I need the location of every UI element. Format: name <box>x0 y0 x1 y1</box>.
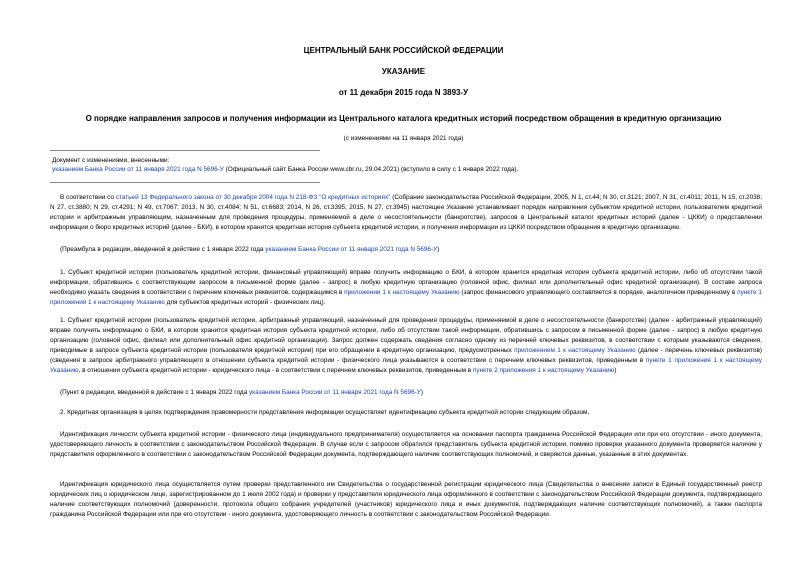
item-1-new <box>50 316 762 376</box>
item-1b-link-point-2[interactable]: пункте 2 приложения 1 к настоящему Указанию <box>472 367 615 374</box>
preamble-text-a: В соответствии со <box>60 194 116 201</box>
doc-type-heading: УКАЗАНИЕ <box>381 67 426 76</box>
date-number-heading: от 11 декабря 2015 года N 3893-У <box>338 88 469 97</box>
item-1-old <box>50 268 762 308</box>
preamble-text-b: (Собрание законодательства Российской Федерации, 2005, N 1, ст.44; N 30, ст.3121; 2007, N 31, ст.4011; 2011, N 15, ст.2038; N 27, ст.3880; N 29, ст.4291; N 49, ст.7067; 2013, N 30, ст.4084; N 51, ст.6683; 2014, N 26, ст.3395; 2015, N 27, ст.3945) настоящее Указание устанавливает порядок направления субъектом кредитной истории, пользователем кредитной истории и арбитражным управляющим, назначенным для проведения процедуры, применяемой в деле о несостоятельности (банкротстве), запросов в Центральный каталог кредитных историй (далее - ЦККИ) о представлении информации о бюро кредитных историй (далее - БКИ), в котором хранится кредитная история субъекта кредитной истории, и получения информации из ЦККИ посредством обращения в кредитную организацию. <box>50 194 763 231</box>
changes-note: (с изменениями на 11 января 2021 года) <box>343 135 464 142</box>
preamble-note <box>50 245 762 255</box>
amendments-label: Документ с изменениями, внесенными: <box>52 157 170 164</box>
preamble-paragraph <box>50 193 762 233</box>
item-1-text-a: 1. Субъект кредитной истории (пользователь кредитной истории, финансовый управляющий) вправе получить информацию о БКИ, в котором хранится кредитная история субъекта кредитной истории, либо об отсутствии такой информации, обратившись с соответствующим запросом в письменной форме (далее - запрос) в любую кредитную организацию (головной офис, филиал или дополнительный офис кредитной организации). В составе запроса необходимо указать сведения в соответствии с перечнем ключевых реквизитов, содержащимся в <box>50 269 762 296</box>
preamble-note-link[interactable]: указанием Банка России от 11 января 2021 года N 5696-У <box>265 246 438 253</box>
divider-bottom <box>50 182 320 183</box>
document-title: О порядке направления запросов и получения информации из Центрального каталога кредитных историй посредством обращения в кредитную организацию <box>85 114 722 123</box>
amendment-link[interactable]: указанием Банка России от 11 января 2021 года N 5696-У <box>52 166 224 173</box>
item-1-note-end: ) <box>420 389 423 396</box>
law-link[interactable]: статьей 13 Федерального закона от 30 декабря 2004 года N 218-ФЗ "О кредитных историях" <box>115 194 391 201</box>
item-1b-link-point-1[interactable]: пункте 1 приложения 1 к настоящему Указанию <box>50 357 762 374</box>
item-2: 2. Кредитная организация в целях подтверждения правомерности представления информации осуществляет идентификацию субъекта кредитной истории следующим образом. <box>60 409 590 416</box>
preamble-note-end: ) <box>437 246 440 253</box>
item-1-text-b: (запрос финансового управляющего составляется в порядке, аналогичном приведенному в <box>459 289 738 296</box>
item-1-link-appendix[interactable]: приложении 1 к настоящему Указанию <box>344 289 460 296</box>
item-1-note <box>50 388 762 398</box>
org-heading: ЦЕНТРАЛЬНЫЙ БАНК РОССИЙСКОЙ ФЕДЕРАЦИИ <box>303 46 504 55</box>
item-1b-text-d: ) <box>614 367 617 374</box>
item-1b-link-appendix[interactable]: приложением 1 к настоящему Указанию <box>514 347 636 354</box>
item-1-note-text: (Пункт в редакции, введенной в действие с 1 января 2022 года <box>60 389 249 396</box>
ident-legal-entity: Идентификация юридического лица осуществляется путем проверки представленного им Свидетельства о государственной регистрации юридического лица (Свидетельства о внесении записи в Единый государственный реестр юридических лиц о юридическом лице, зарегистрированном до 1 июля 2002 года) и проверки у представителя юридического лица оформленного в соответствии с законодательством Российской Федерации документа, подтверждающего наличие соответствующих полномочий (доверенности, протокола общего собрания учредителей (участников) юридического лица и иных документов, подтверждающих наличие соответствующих полномочий), а также паспорта гражданина Российской Федерации или при его отсутствии - иного документа, удостоверяющего личность в соответствии с законодательством Российской Федерации. <box>50 481 762 518</box>
amendment-details: (Официальный сайт Банка России www.cbr.ru, 29.04.2021) (вступило в силу с 1 января 2022 года). <box>223 166 519 173</box>
divider-top <box>50 150 320 151</box>
item-1b-text-b: (далее - перечень ключевых реквизитов) (сведения в запросе арбитражного управляющего в отношении субъекта кредитной истории - физического лица указываются в соответствии с перечнем ключевых реквизитов, приведенным в <box>50 347 763 364</box>
item-1-text-c: для субъектов кредитных историй - физических лиц). <box>164 299 326 306</box>
item-1-link-point[interactable]: пункте 1 приложения 1 к настоящему Указанию <box>50 289 763 306</box>
item-1-note-link[interactable]: указанием Банка России от 11 января 2021 года N 5696-У <box>248 389 421 396</box>
preamble-note-text: (Преамбула в редакции, введенной в действие с 1 января 2022 года <box>60 246 266 253</box>
item-1b-text-a: 1. Субъект кредитной истории (пользователь кредитной истории, арбитражный управляющий, назначенный для проведения процедуры, применяемой в деле о несостоятельности (банкротстве) (далее - арбитражный управляющий) вправе получить информацию о БКИ, в котором хранится кредитная история субъекта кредитной истории, либо об отсутствии такой информации, обратившись с запросом в письменной форме (далее - запрос) в любую кредитную организацию (головной офис, филиал или дополнительный офис кредитной организации). Запрос должен содержать сведения согласно одному из перечней ключевых реквизитов, в соответствии с которым указываются сведения, приводимые в запросе субъекта кредитной истории (пользователя кредитной истории) при его обращении в кредитную организацию, предусмотренных <box>50 317 762 354</box>
amendments-line <box>52 166 792 173</box>
item-1b-text-c: , в отношении субъекта кредитной истории - юридического лица - в соответствии с перечнем ключевых реквизитов, приведенным в <box>78 367 473 374</box>
ident-physical-person: Идентификация личности субъекта кредитной истории - физического лица (индивидуального предпринимателя) осуществляется на основании паспорта гражданина Российской Федерации или при его отсутствии - иного документа, удостоверяющего личность в соответствии с законодательством Российской Федерации. В случае если с запросом обратился представитель субъекта кредитной истории, помимо проверки указанного документа проверяется наличие у представителя оформленного в соответствии с законодательством Российской Федерации документа, подтверждающего наличие соответствующих полномочий, и сверяются данные, указанные в этих документах. <box>50 431 762 458</box>
